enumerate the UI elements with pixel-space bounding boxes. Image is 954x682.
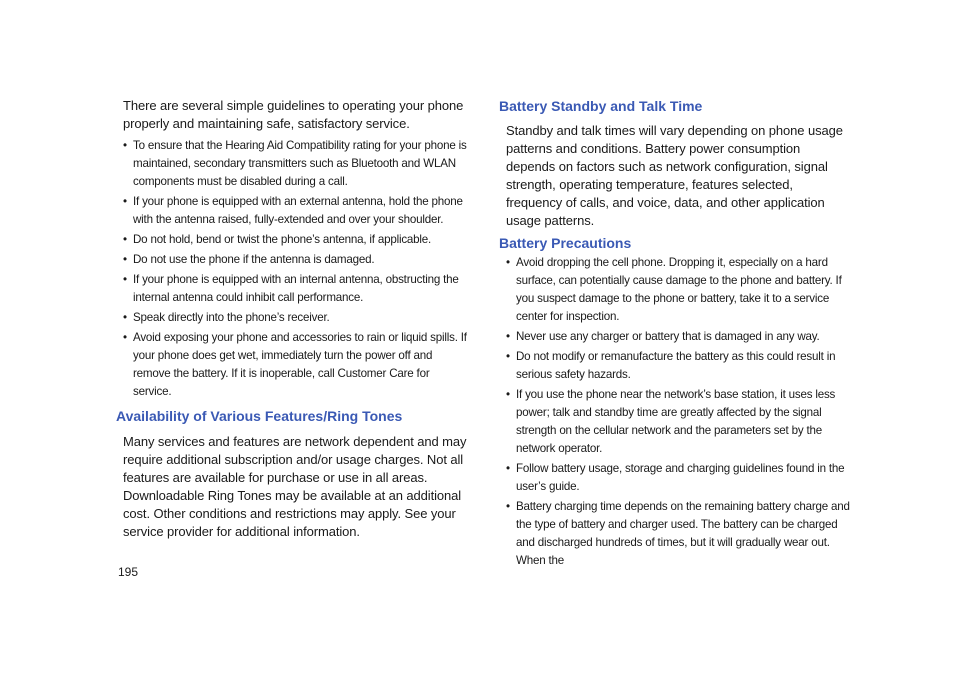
list-item: • Follow battery usage, storage and charging guidelines found in the user’s guide. [506,462,845,493]
ringtones-paragraph: Downloadable Ring Tones may be available at an additional cost. Other conditions and restrictions may apply. See your service provider for additional information. [123,488,462,539]
bullet-icon: • [123,253,127,266]
battery-precautions-list [499,254,851,570]
bullet-icon: • [123,311,127,324]
safety-guidelines-list [116,137,468,401]
list-item: • To ensure that the Hearing Aid Compatibility rating for your phone is maintained, secondary transmitters such as Bluetooth and WLAN components must be disabled during a call. [123,139,467,188]
bullet-icon: • [123,139,127,152]
right-column [499,97,851,572]
list-item: • Do not modify or remanufacture the battery as this could result in serious safety hazards. [506,350,836,381]
page-number: 195 [118,565,139,579]
section-heading-availability: Availability of Various Features/Ring Tones [116,408,403,424]
left-column [116,97,468,541]
list-item: • If your phone is equipped with an external antenna, hold the phone with the antenna raised, fully-extended and over your shoulder. [123,195,463,226]
bullet-icon: • [123,195,127,208]
list-item: • If you use the phone near the network’s base station, it uses less power; talk and standby time are greatly affected by the signal strength on the cellular network and the parameters set by the network operator. [506,388,836,455]
list-item: • Speak directly into the phone’s receiver. [116,309,468,327]
list-item: • Avoid exposing your phone and accessories to rain or liquid spills. If your phone does get wet, immediately turn the power off and remove the battery. If it is inoperable, call Customer Care for service. [123,331,467,398]
bullet-icon: • [506,350,510,363]
bullet-icon: • [506,330,510,343]
bullet-icon: • [506,462,510,475]
list-item: • Do not hold, bend or twist the phone’s antenna, if applicable. [116,231,468,249]
list-item: • Battery charging time depends on the remaining battery charge and the type of battery and charger used. The battery can be charged and discharged hundreds of times, but it will gradually wear out. When the [506,500,850,567]
list-item: • Never use any charger or battery that is damaged in any way. [499,328,851,346]
section-heading-standby: Battery Standby and Talk Time [499,98,703,114]
bullet-icon: • [123,273,127,286]
bullet-icon: • [506,388,510,401]
bullet-icon: • [123,331,127,344]
bullet-icon: • [506,500,510,513]
availability-paragraph: Many services and features are network dependent and may require additional subscription and/or usage charges. Not all features are available for purchase or use in all areas. [123,434,467,485]
list-item: • Do not use the phone if the antenna is damaged. [116,251,468,269]
list-item: • Avoid dropping the cell phone. Dropping it, especially on a hard surface, can potentially cause damage to the phone and battery. If you suspect damage to the phone or battery, take it to a service center for inspection. [506,256,842,323]
intro-paragraph: There are several simple guidelines to operating your phone properly and maintaining safe, satisfactory service. [123,98,464,131]
bullet-icon: • [123,233,127,246]
section-heading-precautions: Battery Precautions [499,235,632,251]
standby-paragraph: Standby and talk times will vary depending on phone usage patterns and conditions. Battery power consumption depends on factors such as network configuration, signal strength, operating temperature, features selected, frequency of calls, and voice, data, and other application usage patterns. [506,123,843,228]
list-item: • If your phone is equipped with an internal antenna, obstructing the internal antenna could inhibit call performance. [123,273,459,304]
bullet-icon: • [506,256,510,269]
